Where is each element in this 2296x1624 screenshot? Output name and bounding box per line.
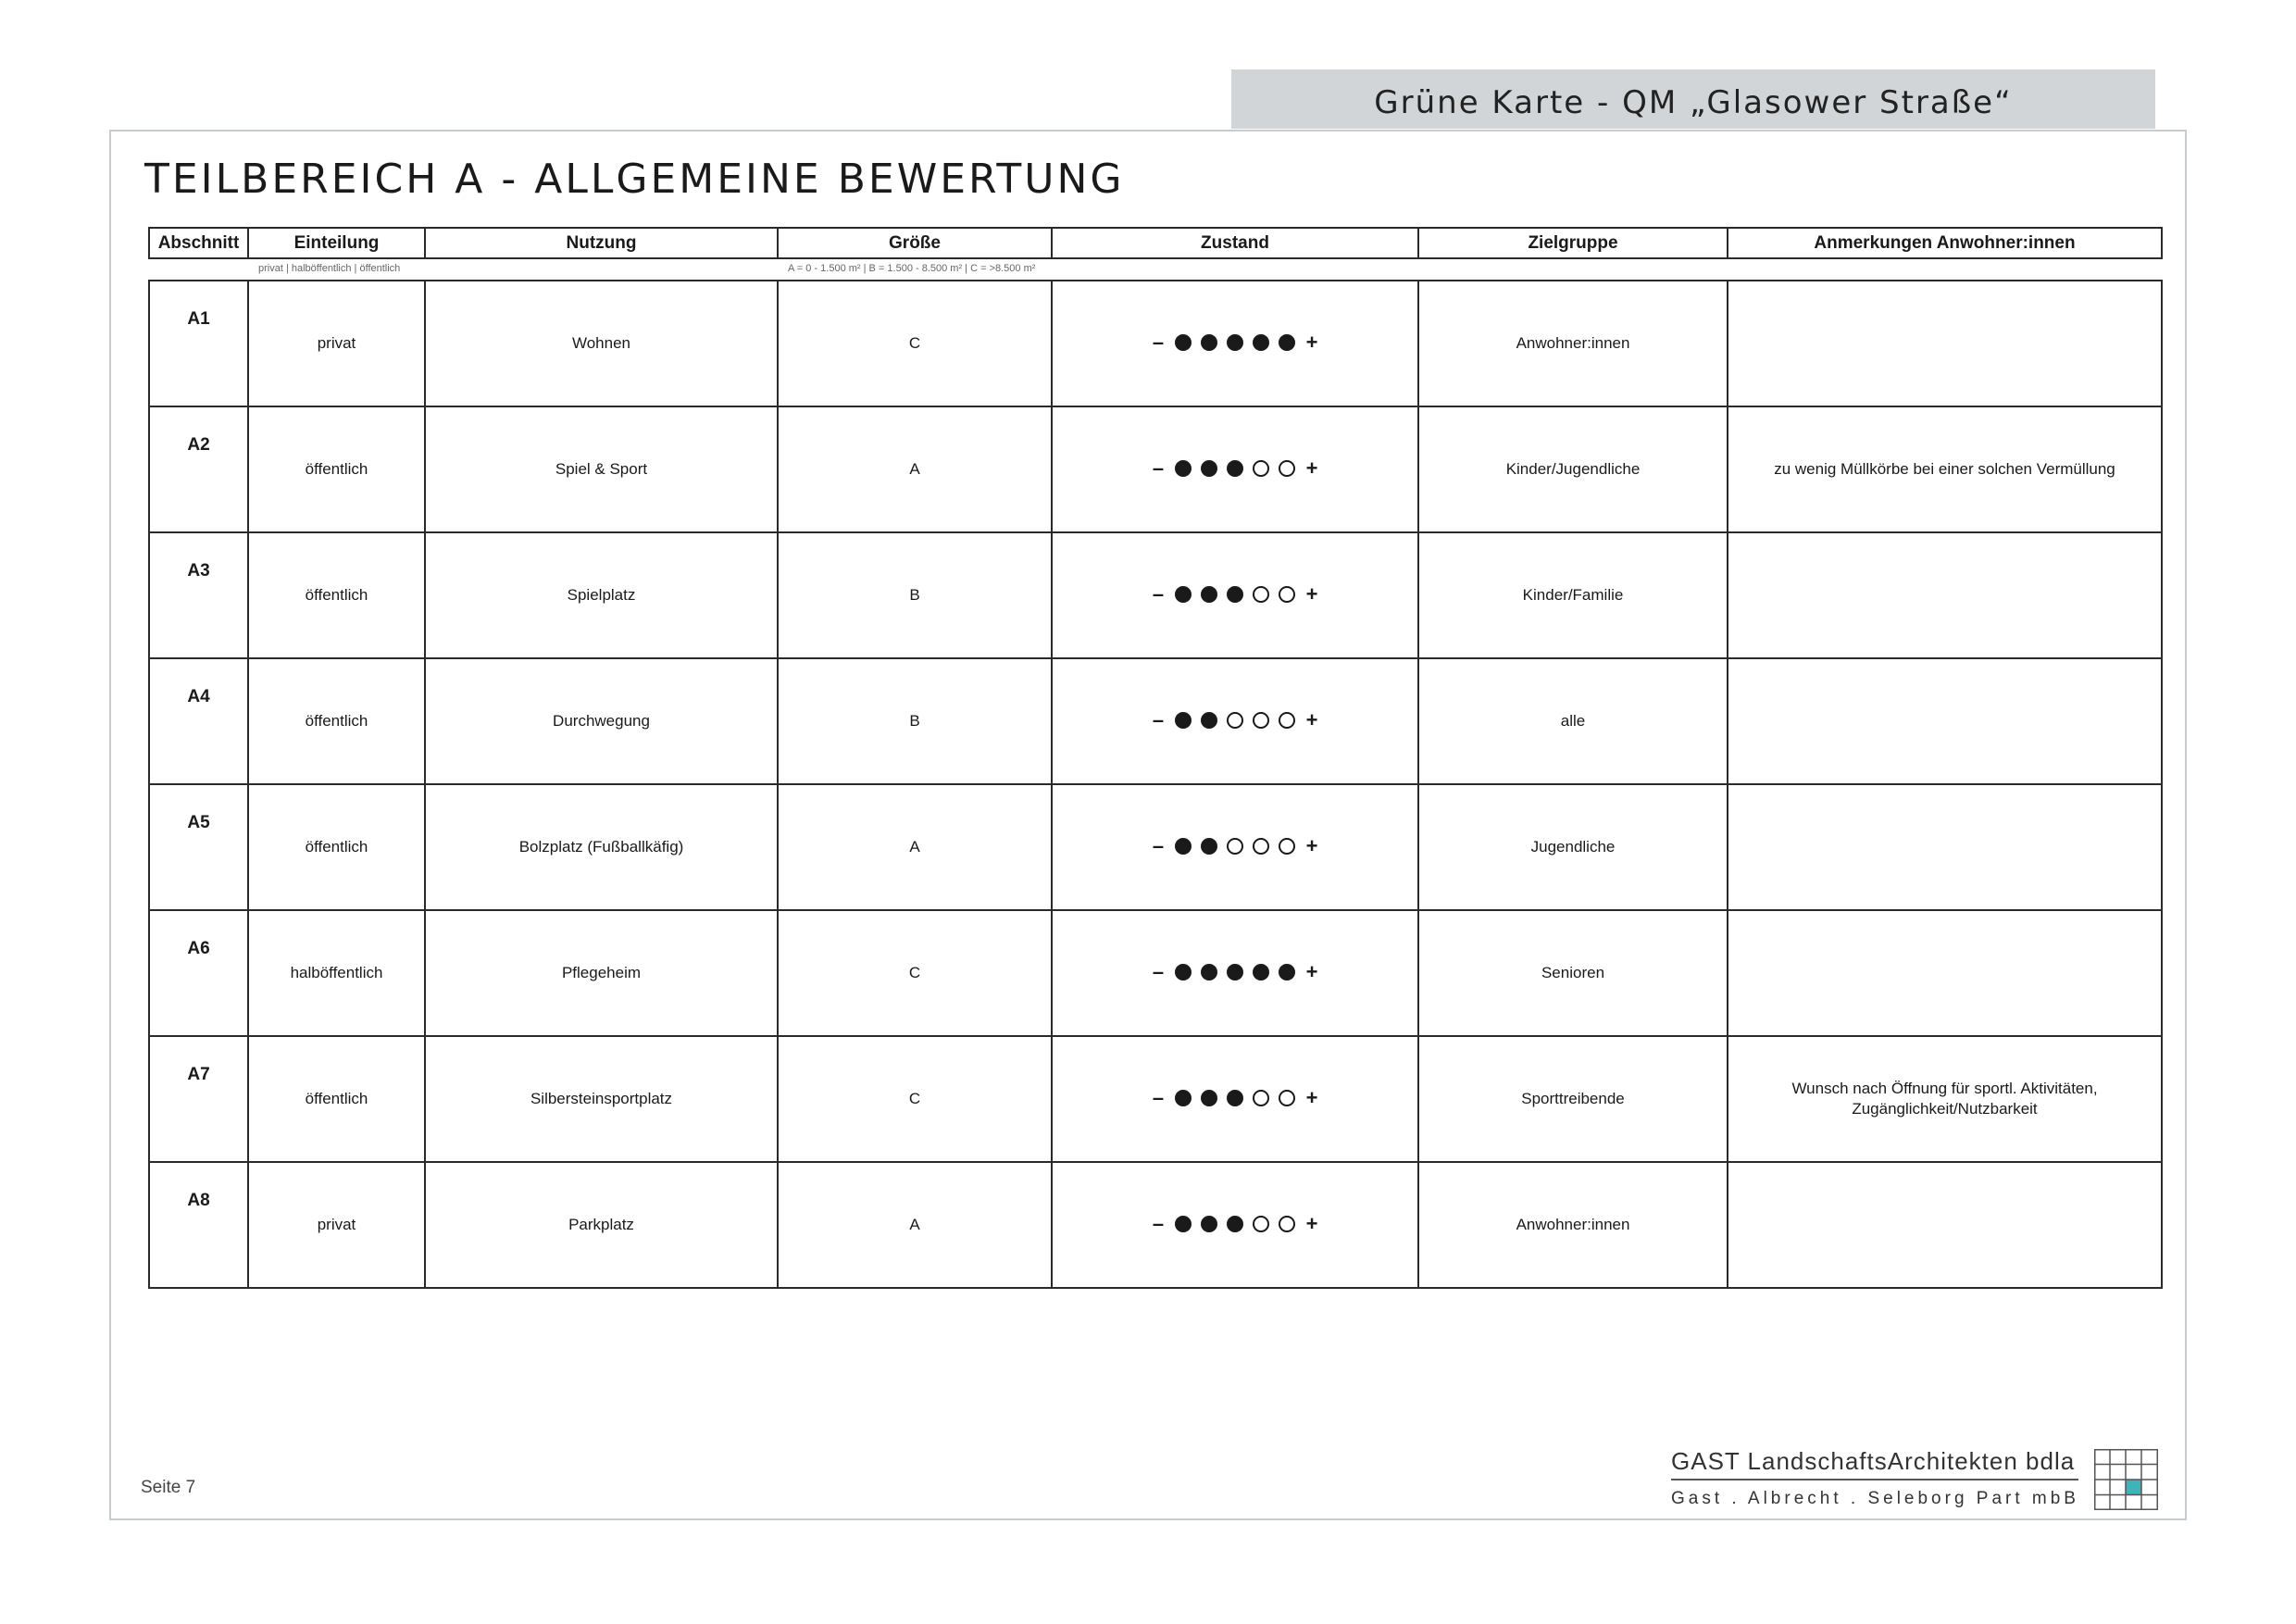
nutzung-cell: Parkplatz [425,1162,778,1288]
groesse-cell: C [778,281,1052,406]
zustand-cell [1052,1036,1418,1162]
rating-dot-filled-icon [1201,712,1217,729]
rating-minus-symbol: – [1152,1212,1165,1235]
einteilung-legend: privat | halböffentlich | öffentlich [258,263,401,274]
abschnitt-cell: A6 [149,910,248,1036]
rating-plus-symbol: + [1305,456,1318,480]
abschnitt-cell: A5 [149,784,248,910]
groesse-cell: C [778,910,1052,1036]
zielgruppe-cell: Jugendliche [1418,784,1728,910]
nutzung-cell: Pflegeheim [425,910,778,1036]
anmerkungen-cell: zu wenig Müllkörbe bei einer solchen Vermüllung [1728,406,2162,532]
rating-dot-empty-icon [1253,712,1269,729]
groesse-cell: A [778,1162,1052,1288]
groesse-cell: C [778,1036,1052,1162]
logo-partners: Gast . Albrecht . Seleborg Part mbB [1671,1489,2079,1508]
logo-grid-icon [2094,1449,2158,1510]
column-header-zielgruppe: Zielgruppe [1418,228,1728,258]
rating-minus-symbol: – [1152,456,1165,480]
rating-dot-filled-icon [1201,964,1217,981]
einteilung-cell: halböffentlich [248,910,425,1036]
column-header-einteilung: Einteilung [248,228,425,258]
rating-dot-empty-icon [1279,460,1295,477]
table-row [149,281,2162,406]
rating-dot-empty-icon [1279,1216,1295,1232]
table-row [149,1036,2162,1162]
zustand-cell [1052,784,1418,910]
column-header-zustand: Zustand [1052,228,1418,258]
condition-rating [1151,584,1319,605]
rating-dot-filled-icon [1253,964,1269,981]
table-row [149,406,2162,532]
table-row [149,910,2162,1036]
nutzung-cell: Durchwegung [425,658,778,784]
rating-dot-filled-icon [1175,460,1192,477]
anmerkungen-cell [1728,281,2162,406]
rating-dot-filled-icon [1279,964,1295,981]
rating-dot-empty-icon [1227,712,1243,729]
rating-minus-symbol: – [1152,331,1165,354]
anmerkungen-cell: Wunsch nach Öffnung für sportl. Aktivitäten, Zugänglichkeit/Nutzbarkeit [1728,1036,2162,1162]
logo-company-name: GAST LandschaftsArchitekten bdla [1671,1447,2076,1475]
zielgruppe-cell: Senioren [1418,910,1728,1036]
column-header-abschnitt: Abschnitt [149,228,248,258]
condition-rating [1151,332,1319,353]
rating-plus-symbol: + [1305,582,1318,606]
einteilung-cell: öffentlich [248,532,425,658]
zielgruppe-cell: Kinder/Familie [1418,532,1728,658]
anmerkungen-cell [1728,910,2162,1036]
header-band [1231,69,2155,129]
rating-plus-symbol: + [1305,1086,1318,1109]
rating-dot-filled-icon [1201,1216,1217,1232]
table-row [149,658,2162,784]
rating-plus-symbol: + [1305,331,1318,354]
evaluation-table [148,280,2163,1289]
groesse-cell: A [778,406,1052,532]
column-header-groesse: Größe [778,228,1052,258]
rating-dot-filled-icon [1175,334,1192,351]
einteilung-cell: öffentlich [248,658,425,784]
condition-rating [1151,962,1319,982]
abschnitt-cell: A2 [149,406,248,532]
condition-rating [1151,1214,1319,1234]
rating-dot-filled-icon [1175,838,1192,855]
table-row [149,784,2162,910]
document-title: Grüne Karte - QM „Glasower Straße“ [1374,84,2013,121]
condition-rating [1151,836,1319,856]
einteilung-cell: öffentlich [248,784,425,910]
zustand-cell [1052,910,1418,1036]
page-title: TEILBEREICH A - ALLGEMEINE BEWERTUNG [144,156,1125,203]
logo-divider [1671,1479,2078,1480]
rating-dot-empty-icon [1279,712,1295,729]
rating-dot-empty-icon [1279,838,1295,855]
rating-dot-empty-icon [1253,1090,1269,1106]
rating-dot-filled-icon [1227,964,1243,981]
rating-dot-filled-icon [1201,838,1217,855]
rating-dot-filled-icon [1175,586,1192,603]
zielgruppe-cell: Anwohner:innen [1418,281,1728,406]
rating-dot-empty-icon [1279,586,1295,603]
condition-rating [1151,1088,1319,1108]
rating-dot-empty-icon [1253,1216,1269,1232]
zustand-cell [1052,281,1418,406]
anmerkungen-cell [1728,1162,2162,1288]
nutzung-cell: Silbersteinsportplatz [425,1036,778,1162]
abschnitt-cell: A3 [149,532,248,658]
anmerkungen-cell [1728,658,2162,784]
rating-minus-symbol: – [1152,708,1165,731]
zielgruppe-cell: alle [1418,658,1728,784]
nutzung-cell: Bolzplatz (Fußballkäfig) [425,784,778,910]
rating-dot-filled-icon [1175,964,1192,981]
table-row [149,1162,2162,1288]
rating-minus-symbol: – [1152,834,1165,857]
rating-dot-empty-icon [1253,586,1269,603]
rating-dot-filled-icon [1227,1216,1243,1232]
rating-dot-filled-icon [1227,1090,1243,1106]
rating-minus-symbol: – [1152,582,1165,606]
rating-dot-empty-icon [1253,460,1269,477]
column-header-nutzung: Nutzung [425,228,778,258]
abschnitt-cell: A8 [149,1162,248,1288]
abschnitt-cell: A1 [149,281,248,406]
anmerkungen-cell [1728,784,2162,910]
table-row [149,532,2162,658]
zielgruppe-cell: Sporttreibende [1418,1036,1728,1162]
zustand-cell [1052,1162,1418,1288]
rating-dot-empty-icon [1253,838,1269,855]
condition-rating [1151,710,1319,731]
rating-dot-filled-icon [1175,1090,1192,1106]
rating-dot-filled-icon [1201,586,1217,603]
nutzung-cell: Wohnen [425,281,778,406]
einteilung-cell: privat [248,281,425,406]
groesse-cell: B [778,532,1052,658]
zustand-cell [1052,406,1418,532]
rating-dot-filled-icon [1227,460,1243,477]
rating-plus-symbol: + [1305,834,1318,857]
einteilung-cell: öffentlich [248,406,425,532]
rating-dot-empty-icon [1279,1090,1295,1106]
rating-plus-symbol: + [1305,1212,1318,1235]
rating-dot-empty-icon [1227,838,1243,855]
zielgruppe-cell: Anwohner:innen [1418,1162,1728,1288]
abschnitt-cell: A7 [149,1036,248,1162]
rating-dot-filled-icon [1201,334,1217,351]
rating-dot-filled-icon [1253,334,1269,351]
groesse-legend: A = 0 - 1.500 m² | B = 1.500 - 8.500 m² | C = >8.500 m² [788,263,1036,274]
zustand-cell [1052,532,1418,658]
rating-minus-symbol: – [1152,1086,1165,1109]
page-number: Seite 7 [141,1478,196,1497]
einteilung-cell: öffentlich [248,1036,425,1162]
rating-minus-symbol: – [1152,960,1165,983]
nutzung-cell: Spiel & Sport [425,406,778,532]
table-header [148,227,2163,259]
rating-dot-filled-icon [1227,334,1243,351]
anmerkungen-cell [1728,532,2162,658]
nutzung-cell: Spielplatz [425,532,778,658]
groesse-cell: A [778,784,1052,910]
rating-dot-filled-icon [1201,460,1217,477]
rating-dot-filled-icon [1279,334,1295,351]
condition-rating [1151,458,1319,479]
zielgruppe-cell: Kinder/Jugendliche [1418,406,1728,532]
einteilung-cell: privat [248,1162,425,1288]
rating-dot-filled-icon [1201,1090,1217,1106]
zustand-cell [1052,658,1418,784]
abschnitt-cell: A4 [149,658,248,784]
groesse-cell: B [778,658,1052,784]
rating-plus-symbol: + [1305,708,1318,731]
column-header-anmerkungen: Anmerkungen Anwohner:innen [1728,228,2162,258]
rating-dot-filled-icon [1175,1216,1192,1232]
rating-plus-symbol: + [1305,960,1318,983]
rating-dot-filled-icon [1175,712,1192,729]
rating-dot-filled-icon [1227,586,1243,603]
